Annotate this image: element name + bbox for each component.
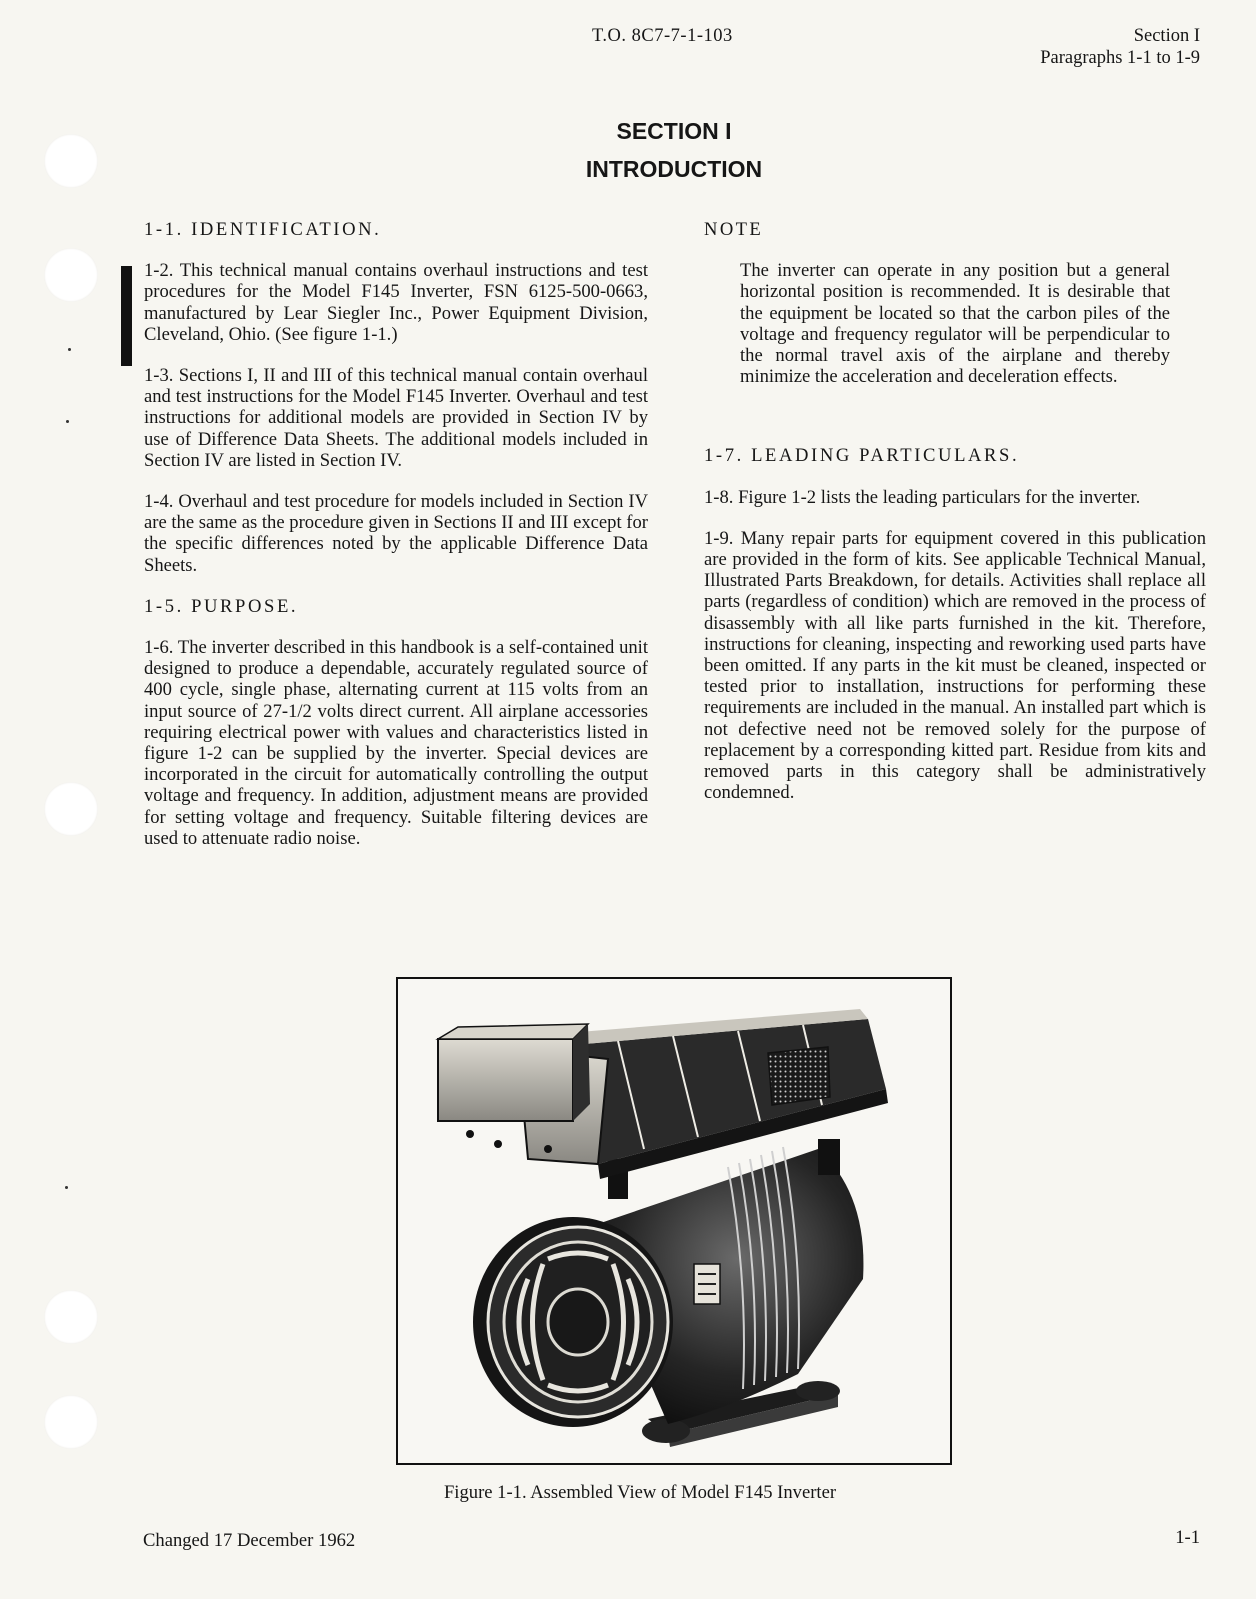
figure-caption: Figure 1-1. Assembled View of Model F145 Inverter <box>443 1482 837 1503</box>
figure-inverter-illustration <box>396 977 952 1465</box>
header-section-info <box>1040 25 1200 69</box>
paragraph-1-4: 1-4. Overhaul and test procedure for models included in Section IV are the same as the procedure given in Sections II and III except for the specific differences noted by the applicable Difference Data Sheets. <box>144 491 648 576</box>
section-subtitle: INTRODUCTION <box>585 156 763 182</box>
technical-order-number: T.O. 8C7-7-1-103 <box>592 26 733 46</box>
punch-hole <box>44 782 98 836</box>
punch-hole <box>44 1395 98 1449</box>
heading-leading-particulars: 1-7. LEADING PARTICULARS. <box>704 445 1020 467</box>
header-section: Section I <box>1133 26 1200 46</box>
scan-speck <box>66 420 69 423</box>
page-number: 1-1 <box>1175 1527 1200 1548</box>
scan-speck <box>65 1186 68 1189</box>
scan-speck <box>68 348 71 351</box>
paragraph-1-8: 1-8. Figure 1-2 lists the leading particulars for the inverter. <box>704 486 1141 508</box>
inverter-drawing <box>398 979 950 1463</box>
right-column <box>704 219 1206 803</box>
note-text: The inverter can operate in any position but a general horizontal position is recommended. It is desirable that the equipment be located so that the carbon piles of the voltage and frequency regulator will be perpendicular to the normal travel axis of the airplane and thereby minimize the acceleration and deceleration effects. <box>740 260 1170 388</box>
change-bar <box>121 266 132 366</box>
section-title: SECTION I <box>616 118 732 144</box>
header-paragraphs: Paragraphs 1-1 to 1-9 <box>1040 48 1200 68</box>
paragraph-1-3: 1-3. Sections I, II and III of this technical manual contain overhaul and test instructions for the Model F145 Inverter. Overhaul and test instructions for additional models are provided in Section IV by use of Difference Data Sheets. The additional models included in Section IV are listed in Section IV. <box>144 365 648 471</box>
heading-purpose: 1-5. PURPOSE. <box>144 595 299 617</box>
change-date: Changed 17 December 1962 <box>143 1530 356 1551</box>
punch-hole <box>44 248 98 302</box>
heading-identification: 1-1. IDENTIFICATION. <box>144 219 382 240</box>
paragraph-1-9: 1-9. Many repair parts for equipment covered in this publication are provided in the form of kits. See applicable Technical Manual, Illustrated Parts Breakdown, for details. Activities shall replace all parts (regardless of condition) which are removed in the process of disassembly with all like parts furnished in the kit. Therefore, instructions for cleaning, inspecting and reworking used parts have been omitted. If any parts in the kit must be cleaned, inspected or tested prior to installation, instructions for performing these requirements are included in the manual. An installed part which is not defective need not be removed solely for the purpose of replacement by a corresponding kitted part. Residue from kits and removed parts in this category shall be administratively condemned. <box>704 527 1206 804</box>
paragraph-1-2: 1-2. This technical manual contains overhaul instructions and test procedures for the Model F145 Inverter, FSN 6125-500-0663, manufactured by Lear Siegler Inc., Power Equipment Division, Cleveland, Ohio. (See figure 1-1.) <box>144 260 648 345</box>
punch-hole <box>44 1290 98 1344</box>
page-title <box>0 112 1256 188</box>
left-column <box>144 219 648 849</box>
note-heading: NOTE <box>704 219 764 240</box>
paragraph-1-6: 1-6. The inverter described in this handbook is a self-contained unit designed to produce a dependable, accurately regulated source of 400 cycle, single phase, alternating current at 115 volts from an input source of 27-1/2 volts direct current. All airplane accessories requiring electrical power with values and characteristics listed in figure 1-2 can be supplied by the inverter. Special devices are incorporated in the circuit for automatically controlling the output voltage and frequency. In addition, adjustment means are provided for setting voltage and frequency. Suitable filtering devices are used to attenuate radio noise. <box>144 637 648 849</box>
